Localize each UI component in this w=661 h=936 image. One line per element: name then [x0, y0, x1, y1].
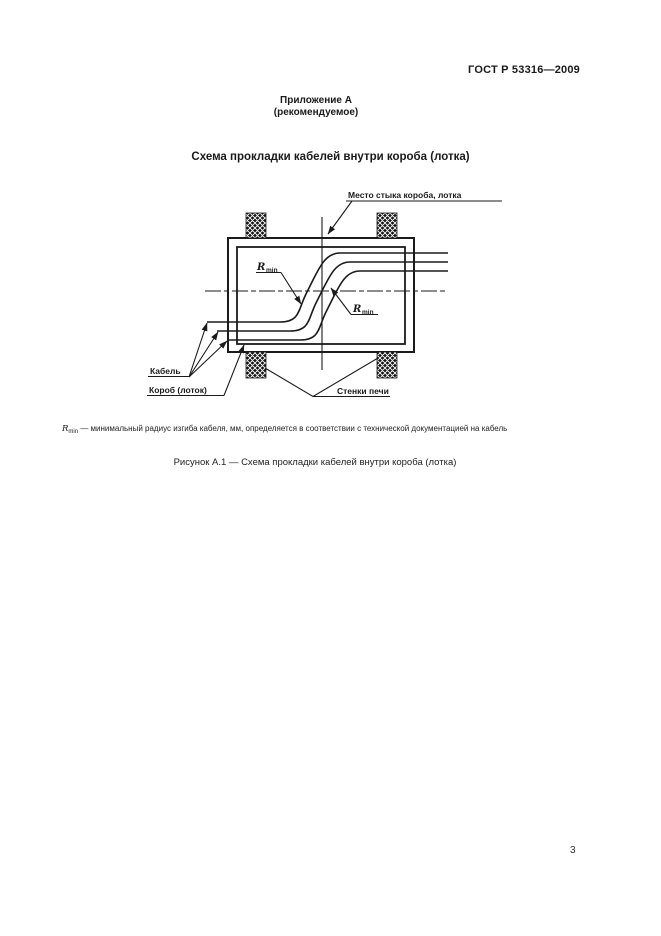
section-title: Схема прокладки кабелей внутри короба (лотка)	[191, 151, 470, 163]
rmin-right-subscript: min	[362, 309, 374, 316]
cables	[207, 253, 448, 340]
wall-block-bottom-right	[377, 352, 397, 378]
appendix-block	[0, 95, 632, 119]
label-underlines	[147, 201, 502, 397]
duct-walls	[228, 238, 414, 352]
footnote-subscript: min	[68, 429, 79, 435]
cable-leader-2	[189, 332, 218, 377]
cable-label: Кабель	[150, 366, 181, 376]
duct-label: Короб (лоток)	[149, 385, 207, 395]
page-number: 3	[570, 845, 576, 856]
wall-block-bottom-left	[246, 352, 266, 378]
appendix-title: Приложение А	[280, 95, 352, 106]
footnote-symbol: R	[62, 424, 69, 434]
appendix-subtitle: (рекомендуемое)	[273, 107, 359, 118]
wall-block-top-left	[246, 213, 266, 238]
rmin-left-symbol: R	[257, 262, 266, 273]
joint-label: Место стыка короба, лотка	[348, 190, 462, 200]
rmin-right-symbol: R	[353, 304, 362, 315]
rmin-left-label	[256, 262, 278, 274]
joint-leader	[328, 201, 352, 234]
cable-line-1	[207, 253, 448, 322]
document-number: ГОСТ Р 53316—2009	[468, 64, 580, 76]
duct-outer-wall	[228, 238, 414, 352]
walls-label: Стенки печи	[337, 386, 389, 396]
cable-duct-diagram	[140, 183, 520, 413]
rmin-left-subscript: min	[266, 267, 278, 274]
footnote-text: — минимальный радиус изгиба кабеля, мм, определяется в соответствии с технической документацией на кабель	[80, 424, 508, 433]
rmin-left-leader	[281, 273, 301, 305]
rmin-right-label	[352, 304, 374, 316]
figure-caption: Рисунок А.1 — Схема прокладки кабелей внутри короба (лотка)	[173, 457, 457, 468]
figure-footnote	[62, 424, 507, 435]
rmin-right-leader	[331, 288, 351, 315]
leader-lines	[189, 201, 378, 397]
wall-block-top-right	[377, 213, 397, 238]
